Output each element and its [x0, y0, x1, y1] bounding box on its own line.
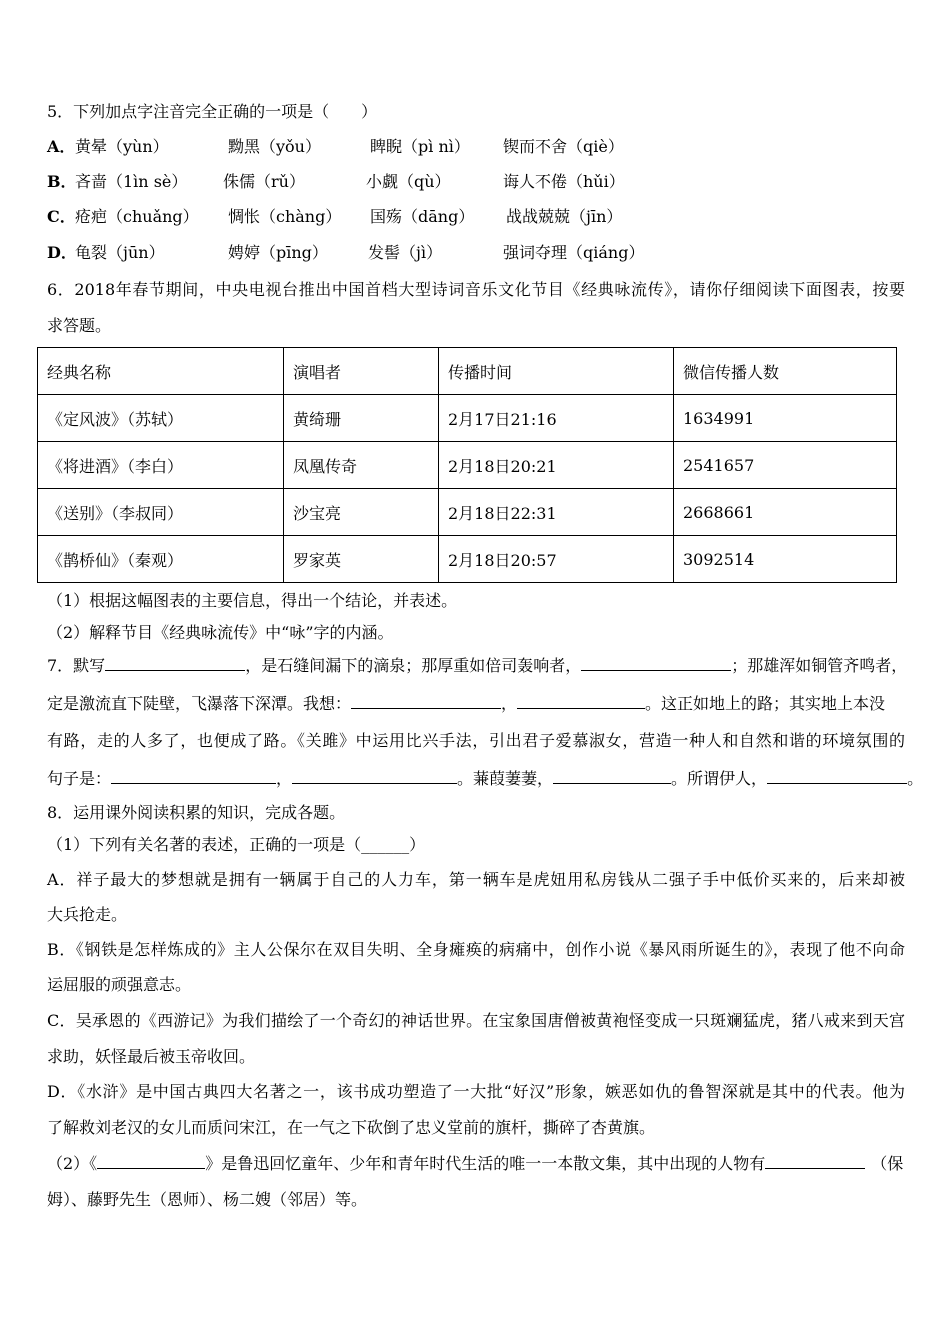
- q5-option-item: 睥睨（pì nì）: [370, 137, 470, 156]
- q5-option-letter: B．: [47, 172, 77, 191]
- answer-blank[interactable]: [111, 769, 276, 784]
- table-row: [38, 536, 897, 583]
- header-cell: 经典名称: [38, 348, 284, 395]
- answer-blank[interactable]: [553, 769, 671, 784]
- table-row: [38, 489, 897, 536]
- q5-option-item: 战战兢兢（jīn）: [506, 207, 623, 226]
- table-cell: 2月18日22:31: [439, 489, 674, 536]
- table-cell: 《定风波》（苏轼）: [38, 395, 284, 442]
- q8-option-a-line2: 大兵抢走。: [47, 905, 128, 924]
- table-header-row: [38, 348, 897, 395]
- program-table: [37, 347, 897, 583]
- q5-option-item: 疮疤（chuǎng）: [75, 207, 199, 226]
- q8-option-d-line1: D．《水浒》是中国古典四大名著之一，该书成功塑造了一大批“好汉”形象，嫉恶如仇的鲁智深就是其中的代表。他为: [47, 1082, 905, 1101]
- table-cell: 3092514: [674, 536, 897, 583]
- q8-option-b-line1: B．《钢铁是怎样炼成的》主人公保尔在双目失明、全身瘫痪的病痛中，创作小说《暴风雨所诞生的》，表现了他不向命: [47, 940, 905, 959]
- text: 定是激流直下陡壁，飞瀑落下深潭。我想：: [47, 694, 352, 713]
- table-row: [38, 395, 897, 442]
- table-cell: 2668661: [674, 489, 897, 536]
- q7-line3: 有路，走的人多了，也便成了路。《关雎》中运用比兴手法，引出君子爱慕淑女，营造一种人和自然和谐的环境氛围的: [47, 731, 905, 750]
- text: 。这正如地上的路；其实地上本没: [645, 694, 886, 713]
- q5-option-letter: C．: [47, 207, 76, 226]
- table-cell: 《将进酒》（李白）: [38, 442, 284, 489]
- q8-sub2-line2: 姆）、藤野先生（恩师）、杨二嫂（邻居）等。: [47, 1190, 368, 1209]
- text: ，: [276, 769, 293, 788]
- q8-stem: 8．运用课外阅读积累的知识，完成各题。: [47, 803, 346, 822]
- q7-line1: [47, 656, 907, 676]
- table-cell: 沙宝亮: [284, 489, 439, 536]
- answer-blank[interactable]: [767, 769, 907, 784]
- q8-option-d-line2: 了解救刘老汉的女儿而质问宋江，在一气之下砍倒了忠义堂前的旗杆，撕碎了杏黄旗。: [47, 1118, 656, 1137]
- text: （保: [871, 1154, 904, 1173]
- answer-blank[interactable]: [581, 656, 731, 671]
- header-cell: 传播时间: [439, 348, 674, 395]
- table-row: [38, 442, 897, 489]
- table-cell: 1634991: [674, 395, 897, 442]
- q5-stem: 5．下列加点字注音完全正确的一项是（ ）: [47, 102, 378, 121]
- answer-blank[interactable]: [292, 769, 457, 784]
- table-cell: 2541657: [674, 442, 897, 489]
- table-cell: 2月18日20:21: [439, 442, 674, 489]
- answer-blank[interactable]: [517, 694, 645, 709]
- q7-line2: [47, 694, 885, 714]
- q5-option-item: 龟裂（jūn）: [75, 243, 165, 262]
- text: 。: [907, 769, 924, 788]
- q8-option-a-line1: A．祥子最大的梦想就是拥有一辆属于自己的人力车，第一辆车是虎妞用私房钱从二强子手中低价买来的，后来却被: [47, 870, 905, 889]
- text: ，: [501, 694, 518, 713]
- q8-option-c-line1: C．吴承恩的《西游记》为我们描绘了一个奇幻的神话世界。在宝象国唐僧被黄袍怪变成一只斑斓猛虎，猪八戒来到天宫: [47, 1011, 905, 1030]
- text: 》是鲁迅回忆童年、少年和青年时代生活的唯一一本散文集，其中出现的人物有: [205, 1154, 766, 1173]
- text: （2）《: [47, 1154, 98, 1173]
- q5-option-item: 侏儒（rǔ）: [223, 172, 305, 191]
- table-cell: 2月18日20:57: [439, 536, 674, 583]
- q5-option-letter: A．: [47, 137, 76, 156]
- q7-line4: [47, 769, 923, 789]
- q6-sub2: （2）解释节目《经典咏流传》中“咏”字的内涵。: [47, 623, 394, 642]
- header-cell: 演唱者: [284, 348, 439, 395]
- text: 。蒹葭萋萋，: [457, 769, 554, 788]
- q6-line2: 求答题。: [47, 316, 112, 335]
- q8-sub2-line1: [47, 1154, 903, 1174]
- answer-blank[interactable]: [765, 1154, 865, 1169]
- table-cell: 凤凰传奇: [284, 442, 439, 489]
- q5-option-item: 小觑（qù）: [366, 172, 451, 191]
- q6-sub1: （1）根据这幅图表的主要信息，得出一个结论，并表述。: [47, 591, 458, 610]
- q5-option-item: 吝啬（1ìn sè）: [75, 172, 188, 191]
- q5-option-item: 锲而不舍（qiè）: [503, 137, 624, 156]
- answer-blank[interactable]: [97, 1154, 205, 1169]
- q5-option-item: 强词夺理（qiáng）: [503, 243, 645, 262]
- q5-option-item: 发髻（jì）: [368, 243, 443, 262]
- q8-option-b-line2: 运屈服的顽强意志。: [47, 975, 192, 994]
- q8-sub1: （1）下列有关名著的表述，正确的一项是（______）: [47, 835, 426, 854]
- text: 句子是：: [47, 769, 112, 788]
- table-cell: 2月17日21:16: [439, 395, 674, 442]
- q5-option-item: 娉婷（pīng）: [228, 243, 328, 262]
- answer-blank[interactable]: [105, 656, 245, 671]
- q6-line1: 6．2018年春节期间，中央电视台推出中国首档大型诗词音乐文化节目《经典咏流传》，请你仔细阅读下面图表，按要: [47, 280, 905, 299]
- table-cell: 《送别》（李叔同）: [38, 489, 284, 536]
- answer-blank[interactable]: [351, 694, 501, 709]
- header-cell: 微信传播人数: [674, 348, 897, 395]
- text: ；那雄浑如铜管齐鸣者，: [731, 656, 908, 675]
- q5-option-item: 黝黑（yǒu）: [228, 137, 321, 156]
- q5-option-letter: D．: [47, 243, 77, 262]
- text: ，是石缝间漏下的滴泉；那厚重如倍司轰响者，: [245, 656, 582, 675]
- q8-option-c-line2: 求助，妖怪最后被玉帝收回。: [47, 1047, 256, 1066]
- table-cell: 罗家英: [284, 536, 439, 583]
- table-cell: 黄绮珊: [284, 395, 439, 442]
- table-cell: 《鹊桥仙》（秦观）: [38, 536, 284, 583]
- q5-option-item: 诲人不倦（hǔi）: [503, 172, 625, 191]
- q5-option-item: 黄晕（yùn）: [75, 137, 169, 156]
- q5-option-item: 惆怅（chàng）: [228, 207, 342, 226]
- text: 7．默写: [47, 656, 106, 675]
- q5-option-item: 国殇（dāng）: [370, 207, 475, 226]
- text: 。所谓伊人，: [671, 769, 768, 788]
